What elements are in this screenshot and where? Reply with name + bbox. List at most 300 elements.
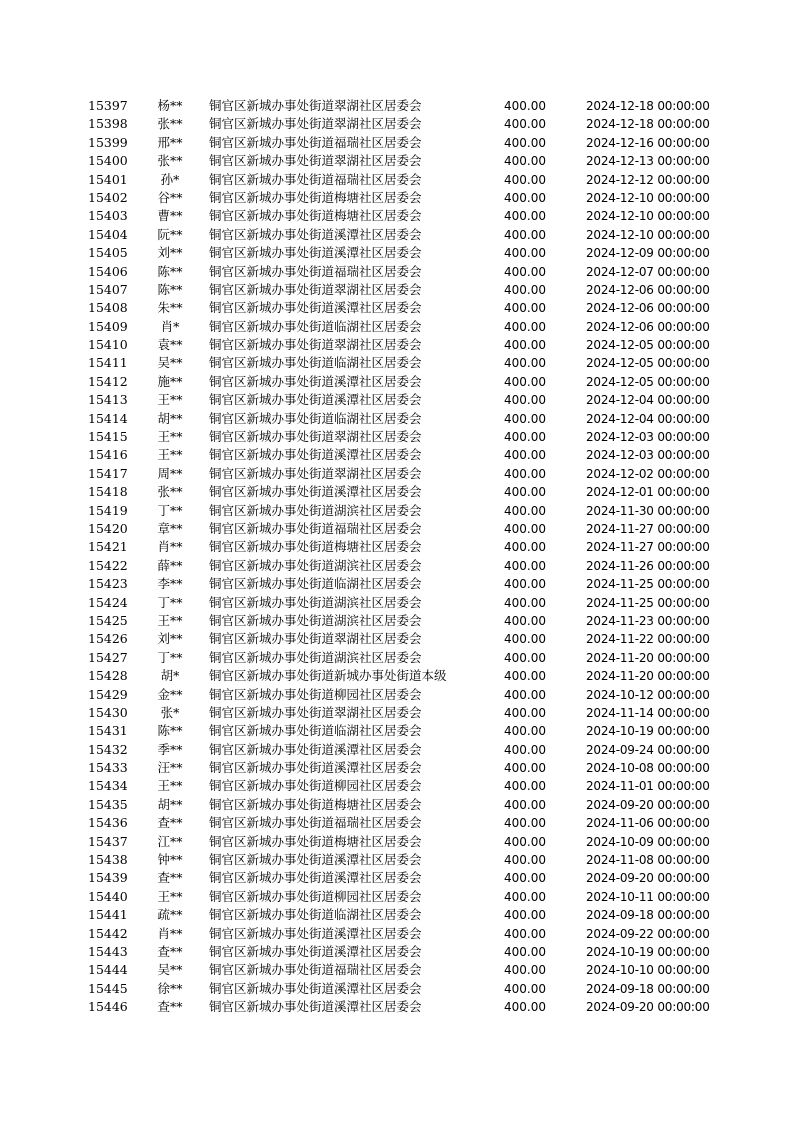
- organization: 铜官区新城办事处街道福瑞社区居委会: [209, 520, 422, 536]
- table-row: [0, 980, 793, 998]
- recipient-name: 王**: [157, 778, 183, 794]
- payment-date: 2024-09-22 00:00:00: [586, 926, 710, 941]
- record-id: 15404: [88, 226, 128, 242]
- amount: 400.00: [504, 816, 546, 831]
- recipient-name: 查**: [157, 999, 183, 1015]
- organization: 铜官区新城办事处街道梅塘社区居委会: [209, 796, 422, 812]
- amount: 400.00: [504, 797, 546, 812]
- record-id: 15407: [88, 281, 128, 297]
- amount: 400.00: [504, 227, 546, 242]
- record-id: 15439: [88, 870, 128, 886]
- amount: 400.00: [504, 926, 546, 941]
- payment-date: 2024-10-08 00:00:00: [586, 761, 710, 776]
- payment-date: 2024-11-25 00:00:00: [586, 595, 710, 610]
- table-row: [0, 906, 793, 924]
- organization: 铜官区新城办事处街道湖滨社区居委会: [209, 557, 422, 573]
- organization: 铜官区新城办事处街道溪潭社区居委会: [209, 980, 422, 996]
- payment-date: 2024-11-30 00:00:00: [586, 503, 710, 518]
- payment-date: 2024-11-08 00:00:00: [586, 853, 710, 868]
- organization: 铜官区新城办事处街道福瑞社区居委会: [209, 815, 422, 831]
- payment-date: 2024-11-27 00:00:00: [586, 540, 710, 555]
- recipient-name: 李**: [157, 576, 183, 592]
- amount: 400.00: [504, 558, 546, 573]
- table-row: [0, 207, 793, 225]
- payment-date: 2024-11-06 00:00:00: [586, 816, 710, 831]
- organization: 铜官区新城办事处街道柳园社区居委会: [209, 686, 422, 702]
- record-id: 15424: [88, 594, 128, 610]
- organization: 铜官区新城办事处街道临湖社区居委会: [209, 723, 422, 739]
- recipient-name: 吴**: [157, 962, 183, 978]
- recipient-name: 张**: [157, 153, 183, 169]
- table-row: [0, 171, 793, 189]
- recipient-name: 张*: [160, 704, 180, 720]
- amount: 400.00: [504, 430, 546, 445]
- organization: 铜官区新城办事处街道翠湖社区居委会: [209, 116, 422, 132]
- amount: 400.00: [504, 761, 546, 776]
- organization: 铜官区新城办事处街道溪潭社区居委会: [209, 870, 422, 886]
- record-id: 15422: [88, 557, 128, 573]
- organization: 铜官区新城办事处街道溪潭社区居委会: [209, 943, 422, 959]
- organization: 铜官区新城办事处街道柳园社区居委会: [209, 888, 422, 904]
- table-row: [0, 97, 793, 115]
- record-id: 15431: [88, 723, 128, 739]
- payment-date: 2024-12-12 00:00:00: [586, 172, 710, 187]
- record-id: 15413: [88, 392, 128, 408]
- organization: 铜官区新城办事处街道溪潭社区居委会: [209, 447, 422, 463]
- payment-date: 2024-12-06 00:00:00: [586, 282, 710, 297]
- table-row: [0, 465, 793, 483]
- organization: 铜官区新城办事处街道溪潭社区居委会: [209, 226, 422, 242]
- recipient-name: 金**: [157, 686, 183, 702]
- table-row: [0, 704, 793, 722]
- recipient-name: 胡**: [157, 796, 183, 812]
- payment-date: 2024-12-06 00:00:00: [586, 301, 710, 316]
- table-row: [0, 741, 793, 759]
- record-id: 15401: [88, 171, 128, 187]
- table-row: [0, 373, 793, 391]
- table-row: [0, 391, 793, 409]
- amount: 400.00: [504, 264, 546, 279]
- organization: 铜官区新城办事处街道溪潭社区居委会: [209, 300, 422, 316]
- recipient-name: 查**: [157, 870, 183, 886]
- payment-date: 2024-11-20 00:00:00: [586, 669, 710, 684]
- amount: 400.00: [504, 448, 546, 463]
- record-id: 15421: [88, 539, 128, 555]
- recipient-name: 邢**: [157, 134, 183, 150]
- payment-date: 2024-10-19 00:00:00: [586, 944, 710, 959]
- payment-date: 2024-10-12 00:00:00: [586, 687, 710, 702]
- recipient-name: 丁**: [157, 594, 183, 610]
- record-id: 15409: [88, 318, 128, 334]
- table-row: [0, 630, 793, 648]
- table-row: [0, 777, 793, 795]
- recipient-name: 季**: [157, 741, 183, 757]
- table-row: [0, 722, 793, 740]
- amount: 400.00: [504, 834, 546, 849]
- amount: 400.00: [504, 853, 546, 868]
- payment-date: 2024-12-10 00:00:00: [586, 190, 710, 205]
- organization: 铜官区新城办事处街道柳园社区居委会: [209, 778, 422, 794]
- record-id: 15445: [88, 980, 128, 996]
- recipient-name: 丁**: [157, 502, 183, 518]
- payment-date: 2024-12-10 00:00:00: [586, 209, 710, 224]
- record-id: 15408: [88, 300, 128, 316]
- organization: 铜官区新城办事处街道溪潭社区居委会: [209, 373, 422, 389]
- recipient-name: 汪**: [157, 760, 183, 776]
- payment-date: 2024-12-09 00:00:00: [586, 246, 710, 261]
- table-row: [0, 134, 793, 152]
- record-id: 15432: [88, 741, 128, 757]
- organization: 铜官区新城办事处街道溪潭社区居委会: [209, 760, 422, 776]
- record-id: 15419: [88, 502, 128, 518]
- recipient-name: 王**: [157, 888, 183, 904]
- table-row: [0, 189, 793, 207]
- record-id: 15429: [88, 686, 128, 702]
- amount: 400.00: [504, 503, 546, 518]
- payment-date: 2024-12-16 00:00:00: [586, 135, 710, 150]
- organization: 铜官区新城办事处街道梅塘社区居委会: [209, 833, 422, 849]
- organization: 铜官区新城办事处街道溪潭社区居委会: [209, 245, 422, 261]
- organization: 铜官区新城办事处街道湖滨社区居委会: [209, 649, 422, 665]
- record-id: 15427: [88, 649, 128, 665]
- table-row: [0, 318, 793, 336]
- payment-date: 2024-12-01 00:00:00: [586, 485, 710, 500]
- payment-date: 2024-11-22 00:00:00: [586, 632, 710, 647]
- record-id: 15403: [88, 208, 128, 224]
- record-id: 15444: [88, 962, 128, 978]
- amount: 400.00: [504, 908, 546, 923]
- organization: 铜官区新城办事处街道临湖社区居委会: [209, 355, 422, 371]
- organization: 铜官区新城办事处街道湖滨社区居委会: [209, 612, 422, 628]
- amount: 400.00: [504, 356, 546, 371]
- recipient-name: 杨**: [157, 98, 183, 113]
- recipient-name: 阮**: [157, 226, 183, 242]
- payment-date: 2024-09-24 00:00:00: [586, 742, 710, 757]
- organization: 铜官区新城办事处街道溪潭社区居委会: [209, 741, 422, 757]
- amount: 400.00: [504, 981, 546, 996]
- recipient-name: 陈**: [157, 723, 183, 739]
- payment-date: 2024-09-18 00:00:00: [586, 908, 710, 923]
- recipient-name: 徐**: [157, 980, 183, 996]
- recipient-name: 朱**: [157, 300, 183, 316]
- table-row: [0, 869, 793, 887]
- table-row: [0, 814, 793, 832]
- organization: 铜官区新城办事处街道翠湖社区居委会: [209, 429, 422, 445]
- organization: 铜官区新城办事处街道临湖社区居委会: [209, 576, 422, 592]
- payment-date: 2024-12-18 00:00:00: [586, 99, 710, 113]
- subsidy-table: [0, 97, 793, 1017]
- amount: 400.00: [504, 172, 546, 187]
- table-row: [0, 649, 793, 667]
- organization: 铜官区新城办事处街道溪潭社区居委会: [209, 925, 422, 941]
- record-id: 15434: [88, 778, 128, 794]
- table-row: [0, 961, 793, 979]
- table-row: [0, 888, 793, 906]
- record-id: 15397: [88, 98, 128, 113]
- table-row: [0, 520, 793, 538]
- payment-date: 2024-11-01 00:00:00: [586, 779, 710, 794]
- table-row: [0, 538, 793, 556]
- recipient-name: 孙*: [160, 171, 180, 187]
- record-id: 15414: [88, 410, 128, 426]
- amount: 400.00: [504, 669, 546, 684]
- amount: 400.00: [504, 485, 546, 500]
- table-row: [0, 354, 793, 372]
- amount: 400.00: [504, 135, 546, 150]
- payment-date: 2024-11-26 00:00:00: [586, 558, 710, 573]
- recipient-name: 肖*: [160, 318, 180, 334]
- record-id: 15428: [88, 668, 128, 684]
- table-row: [0, 281, 793, 299]
- amount: 400.00: [504, 319, 546, 334]
- payment-date: 2024-11-14 00:00:00: [586, 705, 710, 720]
- table-row: [0, 557, 793, 575]
- record-id: 15423: [88, 576, 128, 592]
- payment-date: 2024-12-04 00:00:00: [586, 393, 710, 408]
- recipient-name: 钟**: [157, 852, 183, 868]
- record-id: 15398: [88, 116, 128, 132]
- amount: 400.00: [504, 521, 546, 536]
- recipient-name: 章**: [157, 520, 183, 536]
- amount: 400.00: [504, 577, 546, 592]
- amount: 400.00: [504, 301, 546, 316]
- payment-date: 2024-09-20 00:00:00: [586, 871, 710, 886]
- table-row: [0, 263, 793, 281]
- organization: 铜官区新城办事处街道梅塘社区居委会: [209, 189, 422, 205]
- table-row: [0, 152, 793, 170]
- recipient-name: 丁**: [157, 649, 183, 665]
- record-id: 15440: [88, 888, 128, 904]
- table-row: [0, 446, 793, 464]
- amount: 400.00: [504, 595, 546, 610]
- amount: 400.00: [504, 944, 546, 959]
- organization: 铜官区新城办事处街道翠湖社区居委会: [209, 337, 422, 353]
- table-row: [0, 428, 793, 446]
- payment-date: 2024-12-06 00:00:00: [586, 319, 710, 334]
- payment-date: 2024-10-09 00:00:00: [586, 834, 710, 849]
- payment-date: 2024-12-10 00:00:00: [586, 227, 710, 242]
- payment-date: 2024-10-10 00:00:00: [586, 963, 710, 978]
- record-id: 15433: [88, 760, 128, 776]
- record-id: 15430: [88, 704, 128, 720]
- amount: 400.00: [504, 742, 546, 757]
- record-id: 15410: [88, 337, 128, 353]
- amount: 400.00: [504, 613, 546, 628]
- record-id: 15420: [88, 520, 128, 536]
- amount: 400.00: [504, 209, 546, 224]
- payment-date: 2024-10-11 00:00:00: [586, 889, 710, 904]
- payment-date: 2024-12-02 00:00:00: [586, 466, 710, 481]
- amount: 400.00: [504, 687, 546, 702]
- payment-date: 2024-10-19 00:00:00: [586, 724, 710, 739]
- recipient-name: 刘**: [157, 245, 183, 261]
- organization: 铜官区新城办事处街道翠湖社区居委会: [209, 704, 422, 720]
- organization: 铜官区新城办事处街道梅塘社区居委会: [209, 539, 422, 555]
- payment-date: 2024-11-25 00:00:00: [586, 577, 710, 592]
- table-row: [0, 851, 793, 869]
- recipient-name: 王**: [157, 612, 183, 628]
- amount: 400.00: [504, 338, 546, 353]
- payment-date: 2024-11-20 00:00:00: [586, 650, 710, 665]
- recipient-name: 胡*: [160, 668, 180, 684]
- record-id: 15438: [88, 852, 128, 868]
- record-id: 15435: [88, 796, 128, 812]
- record-id: 15399: [88, 134, 128, 150]
- organization: 铜官区新城办事处街道湖滨社区居委会: [209, 502, 422, 518]
- organization: 铜官区新城办事处街道翠湖社区居委会: [209, 465, 422, 481]
- amount: 400.00: [504, 374, 546, 389]
- record-id: 15418: [88, 484, 128, 500]
- table-row: [0, 594, 793, 612]
- payment-date: 2024-12-05 00:00:00: [586, 338, 710, 353]
- recipient-name: 肖**: [157, 925, 183, 941]
- recipient-name: 陈**: [157, 263, 183, 279]
- recipient-name: 王**: [157, 429, 183, 445]
- record-id: 15425: [88, 612, 128, 628]
- table-row: [0, 299, 793, 317]
- recipient-name: 陈**: [157, 281, 183, 297]
- payment-date: 2024-12-04 00:00:00: [586, 411, 710, 426]
- record-id: 15442: [88, 925, 128, 941]
- record-id: 15416: [88, 447, 128, 463]
- recipient-name: 查**: [157, 815, 183, 831]
- table-row: [0, 115, 793, 133]
- organization: 铜官区新城办事处街道福瑞社区居委会: [209, 171, 422, 187]
- table-row: [0, 575, 793, 593]
- recipient-name: 疏**: [157, 907, 183, 923]
- table-row: [0, 833, 793, 851]
- organization: 铜官区新城办事处街道溪潭社区居委会: [209, 392, 422, 408]
- record-id: 15405: [88, 245, 128, 261]
- table-row: [0, 612, 793, 630]
- organization: 铜官区新城办事处街道临湖社区居委会: [209, 318, 422, 334]
- recipient-name: 张**: [157, 116, 183, 132]
- amount: 400.00: [504, 889, 546, 904]
- record-id: 15437: [88, 833, 128, 849]
- payment-date: 2024-12-07 00:00:00: [586, 264, 710, 279]
- amount: 400.00: [504, 99, 546, 113]
- amount: 400.00: [504, 393, 546, 408]
- organization: 铜官区新城办事处街道翠湖社区居委会: [209, 153, 422, 169]
- payment-date: 2024-12-13 00:00:00: [586, 154, 710, 169]
- amount: 400.00: [504, 1000, 546, 1015]
- table-row: [0, 796, 793, 814]
- amount: 400.00: [504, 117, 546, 132]
- recipient-name: 张**: [157, 484, 183, 500]
- record-id: 15400: [88, 153, 128, 169]
- organization: 铜官区新城办事处街道福瑞社区居委会: [209, 134, 422, 150]
- record-id: 15443: [88, 943, 128, 959]
- payment-date: 2024-12-18 00:00:00: [586, 117, 710, 132]
- table-row: [0, 686, 793, 704]
- amount: 400.00: [504, 650, 546, 665]
- recipient-name: 江**: [157, 833, 183, 849]
- record-id: 15441: [88, 907, 128, 923]
- table-row: [0, 667, 793, 685]
- amount: 400.00: [504, 779, 546, 794]
- amount: 400.00: [504, 632, 546, 647]
- recipient-name: 曹**: [157, 208, 183, 224]
- recipient-name: 施**: [157, 373, 183, 389]
- payment-date: 2024-11-27 00:00:00: [586, 521, 710, 536]
- organization: 铜官区新城办事处街道临湖社区居委会: [209, 410, 422, 426]
- organization: 铜官区新城办事处街道福瑞社区居委会: [209, 962, 422, 978]
- recipient-name: 袁**: [157, 337, 183, 353]
- record-id: 15415: [88, 429, 128, 445]
- payment-date: 2024-12-05 00:00:00: [586, 356, 710, 371]
- amount: 400.00: [504, 705, 546, 720]
- payment-date: 2024-11-23 00:00:00: [586, 613, 710, 628]
- amount: 400.00: [504, 282, 546, 297]
- payment-date: 2024-12-05 00:00:00: [586, 374, 710, 389]
- amount: 400.00: [504, 246, 546, 261]
- organization: 铜官区新城办事处街道新城办事处街道本级: [209, 668, 447, 684]
- table-row: [0, 244, 793, 262]
- table-row: [0, 502, 793, 520]
- organization: 铜官区新城办事处街道福瑞社区居委会: [209, 263, 422, 279]
- organization: 铜官区新城办事处街道梅塘社区居委会: [209, 208, 422, 224]
- payment-date: 2024-09-20 00:00:00: [586, 797, 710, 812]
- table-row: [0, 410, 793, 428]
- amount: 400.00: [504, 190, 546, 205]
- table-row: [0, 336, 793, 354]
- recipient-name: 肖**: [157, 539, 183, 555]
- recipient-name: 谷**: [157, 189, 183, 205]
- amount: 400.00: [504, 963, 546, 978]
- record-id: 15436: [88, 815, 128, 831]
- amount: 400.00: [504, 411, 546, 426]
- amount: 400.00: [504, 724, 546, 739]
- table-row: [0, 925, 793, 943]
- organization: 铜官区新城办事处街道溪潭社区居委会: [209, 999, 422, 1015]
- record-id: 15446: [88, 999, 128, 1015]
- recipient-name: 王**: [157, 392, 183, 408]
- organization: 铜官区新城办事处街道湖滨社区居委会: [209, 594, 422, 610]
- organization: 铜官区新城办事处街道溪潭社区居委会: [209, 484, 422, 500]
- amount: 400.00: [504, 871, 546, 886]
- organization: 铜官区新城办事处街道临湖社区居委会: [209, 907, 422, 923]
- recipient-name: 薛**: [157, 557, 183, 573]
- recipient-name: 王**: [157, 447, 183, 463]
- table-row: [0, 943, 793, 961]
- record-id: 15417: [88, 465, 128, 481]
- payment-date: 2024-12-03 00:00:00: [586, 430, 710, 445]
- recipient-name: 吴**: [157, 355, 183, 371]
- amount: 400.00: [504, 466, 546, 481]
- organization: 铜官区新城办事处街道翠湖社区居委会: [209, 631, 422, 647]
- record-id: 15411: [88, 355, 128, 371]
- table-row: [0, 998, 793, 1016]
- amount: 400.00: [504, 540, 546, 555]
- table-row: [0, 759, 793, 777]
- recipient-name: 胡**: [157, 410, 183, 426]
- organization: 铜官区新城办事处街道溪潭社区居委会: [209, 852, 422, 868]
- record-id: 15402: [88, 189, 128, 205]
- record-id: 15426: [88, 631, 128, 647]
- table-row: [0, 483, 793, 501]
- recipient-name: 刘**: [157, 631, 183, 647]
- payment-date: 2024-09-18 00:00:00: [586, 981, 710, 996]
- table-row: [0, 226, 793, 244]
- record-id: 15406: [88, 263, 128, 279]
- amount: 400.00: [504, 154, 546, 169]
- payment-date: 2024-09-20 00:00:00: [586, 1000, 710, 1015]
- organization: 铜官区新城办事处街道翠湖社区居委会: [209, 98, 422, 113]
- recipient-name: 周**: [157, 465, 183, 481]
- organization: 铜官区新城办事处街道翠湖社区居委会: [209, 281, 422, 297]
- record-id: 15412: [88, 373, 128, 389]
- recipient-name: 查**: [157, 943, 183, 959]
